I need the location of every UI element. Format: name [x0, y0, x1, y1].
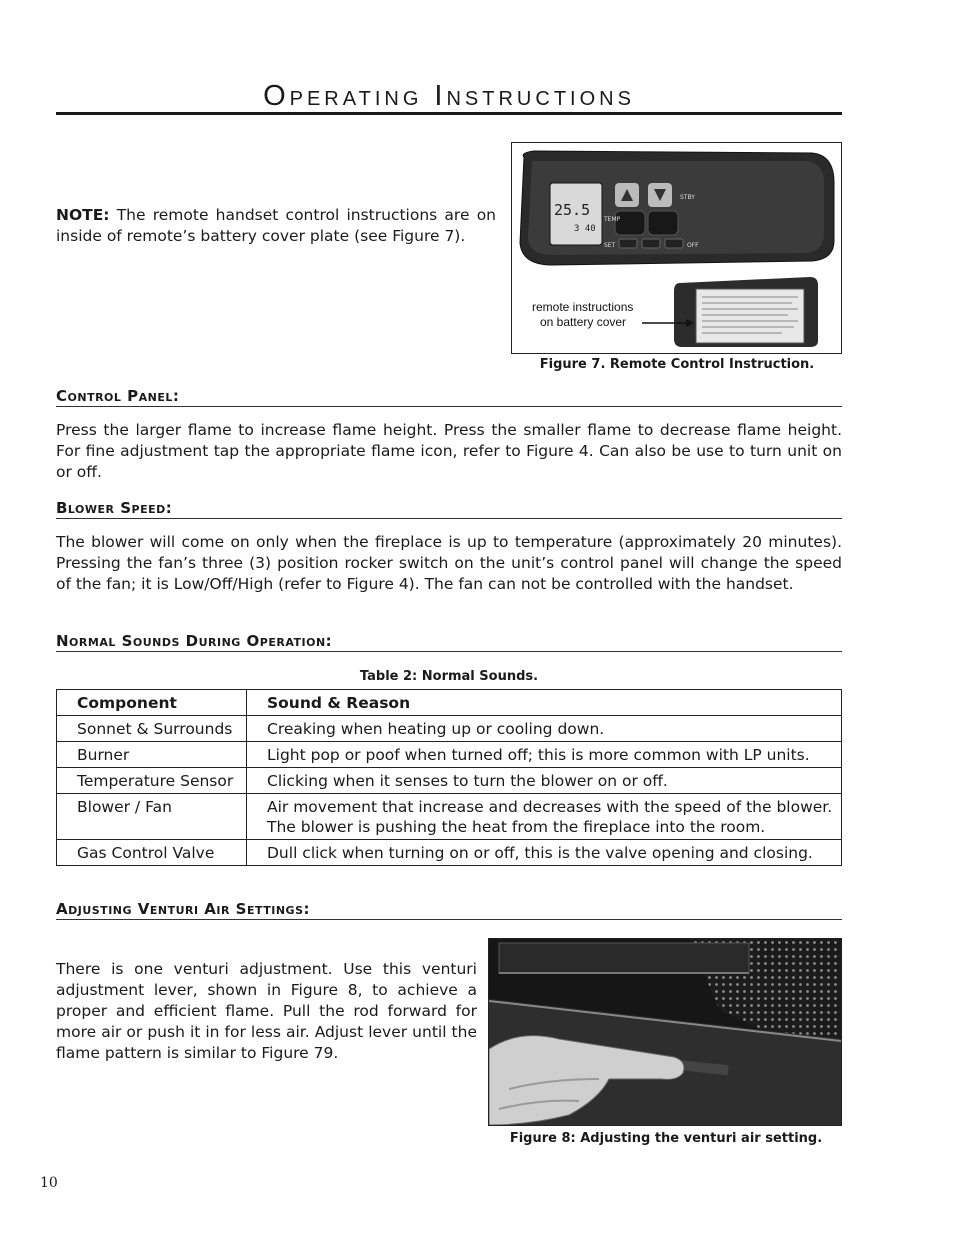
remote-stby-label: STBY [680, 194, 695, 201]
venturi-heading: Adjusting Venturi Air Settings: [56, 900, 842, 920]
table-cell-sound: Dull click when turning on or off, this is the valve opening and closing. [247, 840, 842, 866]
table-cell-sound: Creaking when heating up or cooling down. [247, 716, 842, 742]
title-rule [56, 112, 842, 115]
figure-7-caption: Figure 7. Remote Control Instruction. [539, 357, 815, 372]
note-label: NOTE: [56, 206, 110, 224]
normal-sounds-table [56, 689, 842, 866]
note-paragraph [56, 205, 496, 247]
table-header-row [57, 690, 842, 716]
callout-line-2: on battery cover [540, 315, 627, 329]
control-panel-text: Press the larger flame to increase flame height. Press the smaller flame to decrease flame height. For fine adjustment tap the appropriate flame icon, refer to Figure 4. Can also be use to turn unit on or off. [56, 421, 842, 481]
table-row [57, 716, 842, 742]
venturi-text: There is one venturi adjustment. Use this venturi adjustment lever, shown in Figure 8, to achieve a proper and efficient flame. Pull the rod forward for more air or push it in for less air. Adjust lever until the flame pattern is similar to Figure 79. [56, 960, 477, 1062]
table-cell-component: Gas Control Valve [57, 840, 247, 866]
blower-speed-heading: Blower Speed: [56, 499, 842, 519]
normal-sounds-heading: Normal Sounds During Operation: [56, 632, 842, 652]
table-cell-component: Temperature Sensor [57, 768, 247, 794]
table-row [57, 840, 842, 866]
remote-temp-label: TEMP [604, 216, 621, 223]
table-cell-component: Burner [57, 742, 247, 768]
column-header-component: Component [57, 690, 247, 716]
table-cell-sound: Air movement that increase and decreases with the speed of the blower. The blower is pushing the heat from the fireplace into the room. [247, 794, 842, 840]
page-title: Operating Instructions [263, 80, 635, 112]
figure-7-remote-photo [511, 142, 842, 354]
remote-display-temp: 25.5 [554, 201, 591, 219]
column-header-sound: Sound & Reason [247, 690, 842, 716]
remote-display-small: 3 40 [574, 224, 596, 234]
table-row [57, 742, 842, 768]
remote-illustration [512, 143, 841, 353]
blower-speed-text: The blower will come on only when the fireplace is up to temperature (approximately 20 minutes). Pressing the fan’s three (3) position rocker switch on the unit’s control panel will change the speed of the fan; it is Low/Off/High (refer to Figure 4). The fan can not be controlled with the handset. [56, 533, 842, 593]
note-text: The remote handset control instructions are on inside of remote’s battery cover plate (see Figure 7). [56, 206, 496, 245]
remote-set-label: SET [604, 242, 616, 249]
figure-8-caption: Figure 8: Adjusting the venturi air setting. [509, 1131, 823, 1146]
table-cell-component: Blower / Fan [57, 794, 247, 840]
table-row [57, 794, 842, 840]
page-number: 10 [40, 1175, 58, 1191]
venturi-illustration [489, 939, 841, 1125]
table-cell-component: Sonnet & Surrounds [57, 716, 247, 742]
table-row [57, 768, 842, 794]
control-panel-heading: Control Panel: [56, 387, 842, 407]
table-cell-sound: Light pop or poof when turned off; this is more common with LP units. [247, 742, 842, 768]
callout-line-1: remote instructions [532, 300, 634, 314]
figure-8-venturi-photo [488, 938, 842, 1126]
remote-off-label: OFF [687, 242, 699, 249]
table-caption: Table 2: Normal Sounds. [359, 669, 539, 684]
table-cell-sound: Clicking when it senses to turn the blower on or off. [247, 768, 842, 794]
